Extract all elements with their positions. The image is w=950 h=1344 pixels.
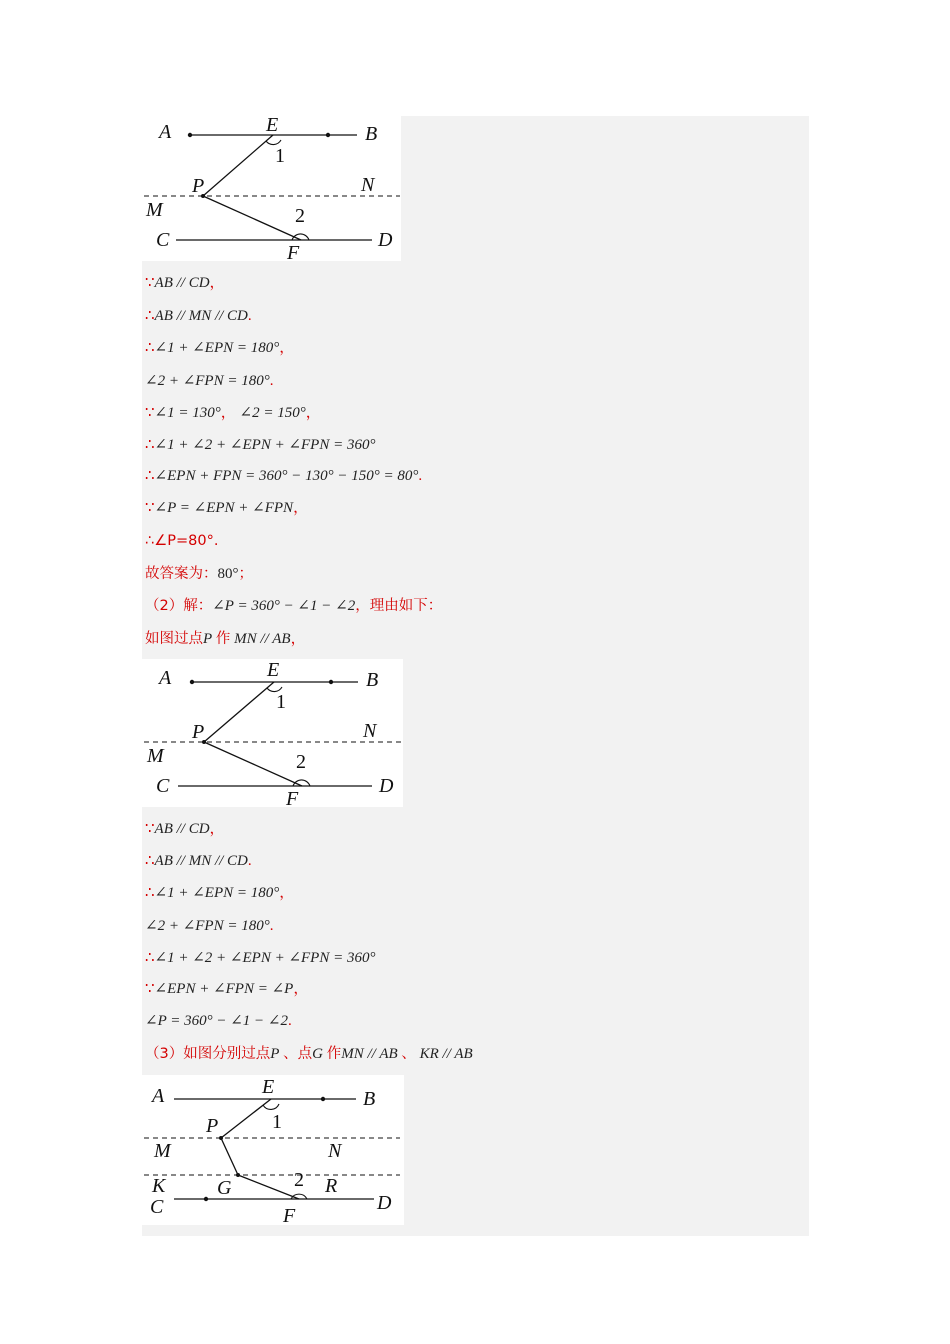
p2-intro: 如图过点P 作 MN // AB，: [145, 631, 306, 647]
label-n: N: [328, 1140, 342, 1162]
label-n: N: [363, 720, 377, 742]
label-p: P: [192, 721, 205, 743]
p2-line-1: ∵AB // CD，: [145, 821, 225, 837]
label-c: C: [156, 775, 170, 797]
label-1: 1: [272, 1111, 282, 1133]
label-e: E: [266, 116, 279, 136]
label-c: C: [156, 229, 170, 251]
p1-answer: 故答案为：80°；: [145, 566, 253, 582]
label-e: E: [262, 1076, 275, 1098]
label-e: E: [267, 659, 280, 681]
label-b: B: [365, 123, 378, 145]
label-p: P: [206, 1115, 219, 1137]
label-a: A: [159, 667, 172, 689]
p2-line-6: ∵∠EPN + ∠FPN = ∠P，: [145, 981, 309, 997]
p2-heading: （2）解：∠P = 360° − ∠1 − ∠2，理由如下：: [145, 598, 443, 614]
label-r: R: [325, 1175, 338, 1197]
label-2: 2: [296, 751, 306, 773]
p3-heading: （3）如图分别过点P 、点G 作MN // AB 、 KR // AB: [145, 1046, 473, 1062]
p1-line-8: ∵∠P = ∠EPN + ∠FPN，: [145, 500, 309, 516]
label-1: 1: [275, 145, 285, 167]
label-b: B: [363, 1088, 376, 1110]
label-b: B: [366, 669, 379, 691]
label-2: 2: [294, 1169, 304, 1191]
label-k: K: [152, 1175, 166, 1197]
figure-3: [142, 1075, 404, 1225]
p2-line-4: ∠2 + ∠FPN = 180°.: [145, 918, 274, 934]
label-f: F: [287, 242, 300, 261]
label-n: N: [361, 174, 375, 196]
label-2: 2: [295, 205, 305, 227]
figure-2: [142, 659, 403, 807]
p1-conclusion: ∴∠P=80°.: [145, 533, 219, 549]
label-f: F: [283, 1205, 296, 1225]
label-d: D: [378, 229, 393, 251]
p2-line-2: ∴AB // MN // CD.: [145, 853, 252, 869]
p2-line-5: ∴∠1 + ∠2 + ∠EPN + ∠FPN = 360°: [145, 950, 376, 966]
label-g: G: [217, 1177, 232, 1199]
p1-line-3: ∴∠1 + ∠EPN = 180°，: [145, 340, 295, 356]
p2-line-3: ∴∠1 + ∠EPN = 180°，: [145, 885, 295, 901]
label-m: M: [146, 199, 163, 221]
p1-line-4: ∠2 + ∠FPN = 180°.: [145, 373, 274, 389]
p1-line-2: ∴AB // MN // CD.: [145, 308, 252, 324]
figure-1: [142, 116, 401, 261]
p1-line-7: ∴∠EPN + FPN = 360° − 130° − 150° = 80°.: [145, 468, 423, 484]
label-a: A: [152, 1085, 165, 1107]
label-d: D: [377, 1192, 392, 1214]
label-m: M: [147, 745, 164, 767]
label-d: D: [379, 775, 394, 797]
label-m: M: [154, 1140, 171, 1162]
p1-line-5: ∵∠1 = 130°， ∠2 = 150°，: [145, 405, 321, 421]
p1-line-6: ∴∠1 + ∠2 + ∠EPN + ∠FPN = 360°: [145, 437, 376, 453]
label-a: A: [159, 121, 172, 143]
p2-line-7: ∠P = 360° − ∠1 − ∠2.: [145, 1013, 292, 1029]
label-c: C: [150, 1196, 164, 1218]
p1-line-1: ∵AB // CD，: [145, 275, 225, 291]
label-p: P: [192, 175, 205, 197]
label-f: F: [286, 788, 299, 807]
label-1: 1: [276, 691, 286, 713]
